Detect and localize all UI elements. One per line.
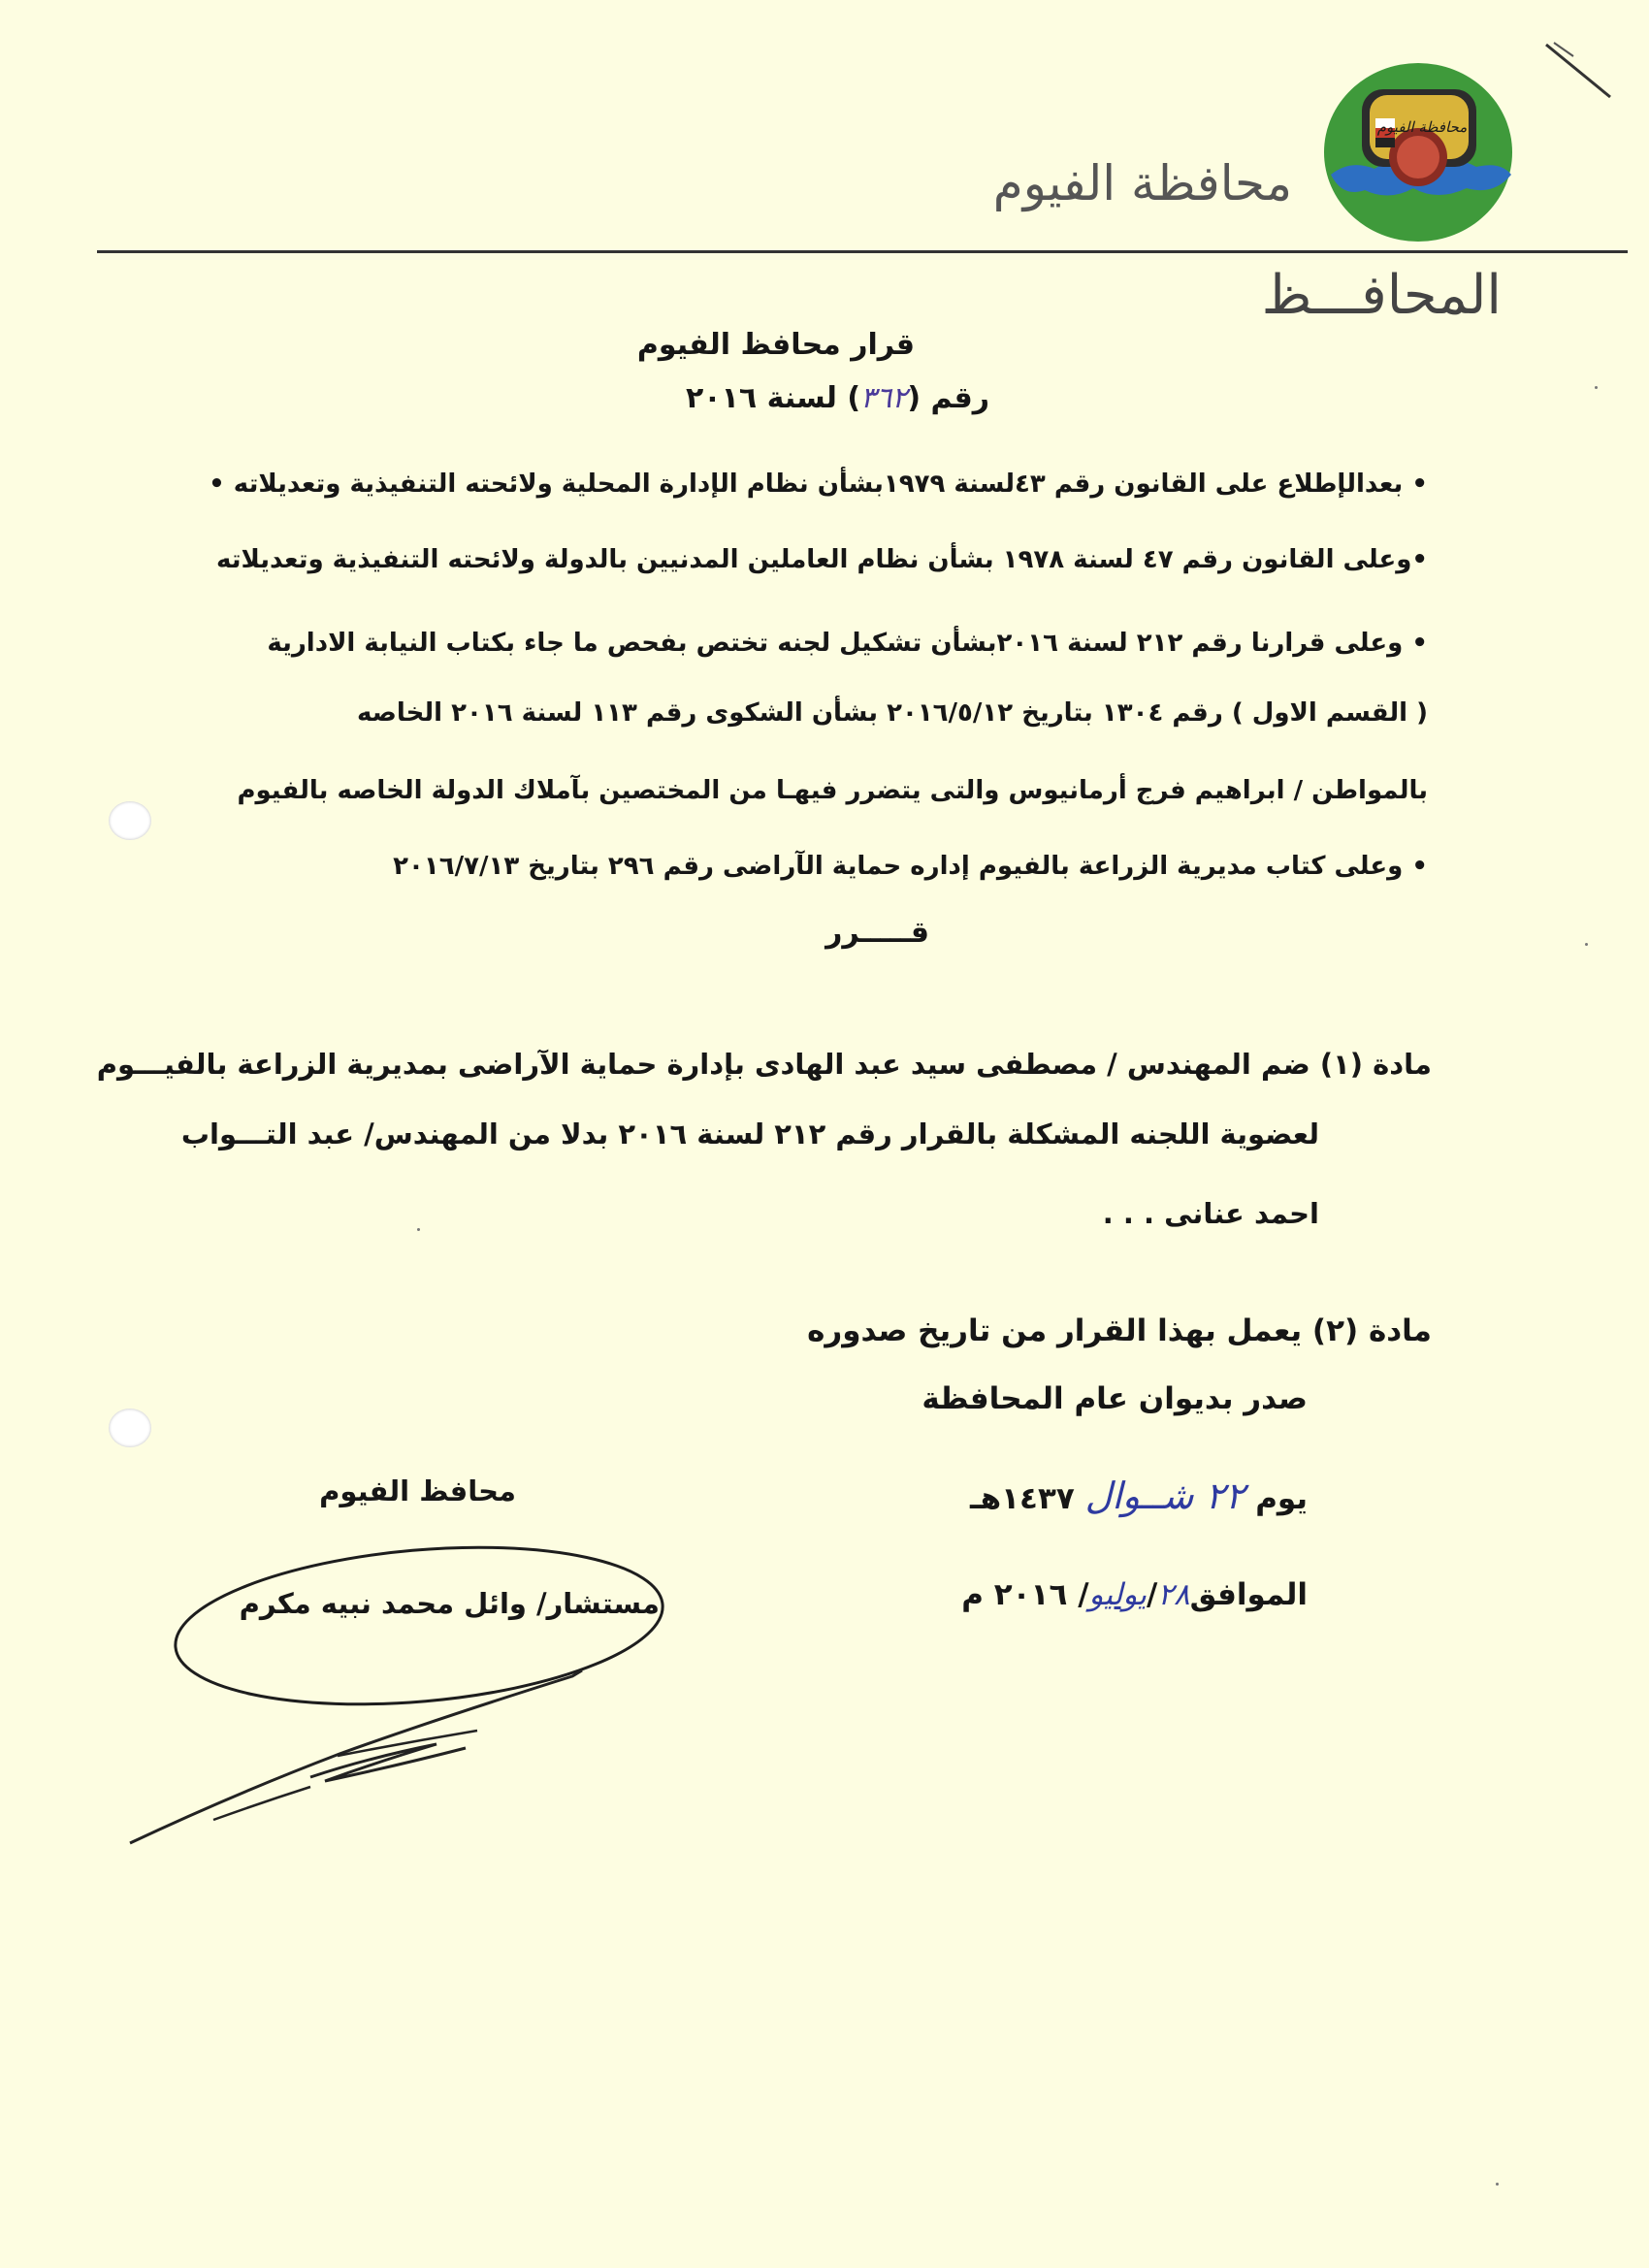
preamble-line: • وعلى كتاب مديرية الزراعة بالفيوم إداره حماية الآراضى رقم ٢٩٦ بتاريخ ٢٠١٦/٧/١٣ (393, 852, 1428, 881)
header-divider (97, 250, 1628, 253)
logo-text: محافظة الفيوم (1376, 118, 1468, 136)
gregorian-prefix: الموافق (1189, 1577, 1308, 1612)
governorate-name: محافظة الفيوم (992, 155, 1292, 211)
article2-line1: مادة (٢) يعمل بهذا القرار من تاريخ صدوره (807, 1313, 1432, 1348)
governorate-logo (1321, 60, 1515, 244)
hijri-day-prefix: يوم (1255, 1481, 1308, 1516)
ink-speck (1595, 386, 1598, 389)
decree-number-handwritten: ٣٦٢ (860, 381, 908, 415)
hijri-year: ١٤٣٧هـ (970, 1481, 1075, 1516)
gregorian-year: ٢٠١٦ م (961, 1577, 1068, 1612)
handwritten-signature (116, 1649, 737, 1863)
decree-number-prefix: رقم ( (907, 381, 989, 415)
article1-line3: احمد عنانى . . . (1102, 1197, 1319, 1230)
preamble-line: • وعلى قرارنا رقم ٢١٢ لسنة ٢٠١٦بشأن تشكيل لجنه تختص بفحص ما جاء بكتاب النيابة الادارية (267, 629, 1428, 658)
article1-line2: لعضوية اللجنه المشكلة بالقرار رقم ٢١٢ لسنة ٢٠١٦ بدلا من المهندس/ عبد التـــواب (180, 1118, 1319, 1150)
signatory-name: مستشار/ وائل محمد نبيه مكرم (239, 1587, 660, 1620)
punch-hole (109, 1409, 151, 1447)
ink-speck (1496, 2183, 1499, 2186)
office-title: المحافـــظ (1261, 264, 1502, 327)
punch-hole (109, 801, 151, 840)
article1-line1: مادة (١) ضم المهندس / مصطفى سيد عبد الهادى بإدارة حماية الآراضى بمديرية الزراعة بالفيـــوم (96, 1048, 1432, 1081)
decree-number-suffix: ) لسنة ٢٠١٦ (685, 381, 861, 415)
gregorian-date-line: الموافق٢٨/يوليو/ ٢٠١٦ م (961, 1577, 1308, 1612)
hijri-date-handwritten: ٢٢ شــوال (1084, 1474, 1245, 1517)
signature-title: محافظ الفيوم (319, 1474, 516, 1507)
decree-number-line (686, 381, 989, 415)
gregorian-month-handwritten: يوليو (1088, 1577, 1147, 1612)
decree-title: قرار محافظ الفيوم (636, 328, 916, 362)
ink-speck (417, 1228, 420, 1231)
preamble-line: بالمواطن / ابراهيم فرج أرمانيوس والتى يتضرر فيهـا من المختصين بآملاك الدولة الخاصه بالفيوم (237, 776, 1428, 805)
corner-mark (1542, 39, 1620, 107)
hijri-date-line (970, 1474, 1308, 1517)
preamble-line: •وعلى القانون رقم ٤٧ لسنة ١٩٧٨ بشأن نظام العاملين المدنيين بالدولة ولائحته التنفيذية وتعديلاته (215, 545, 1428, 574)
preamble-line: • بعدالإطلاع على القانون رقم ٤٣لسنة ١٩٧٩بشأن نظام الإدارة المحلية ولائحته التنفيذية وتعديلاته • (209, 470, 1428, 499)
article2-line2: صدر بديوان عام المحافظة (922, 1381, 1308, 1416)
ink-speck (1585, 943, 1588, 946)
decree-word: قـــــرر (825, 916, 929, 950)
gregorian-day-handwritten: ٢٨ (1157, 1577, 1190, 1612)
preamble-line: ( القسم الاول ) رقم ١٣٠٤ بتاريخ ٢٠١٦/٥/١٢ بشأن الشكوى رقم ١١٣ لسنة ٢٠١٦ الخاصه (356, 698, 1428, 728)
